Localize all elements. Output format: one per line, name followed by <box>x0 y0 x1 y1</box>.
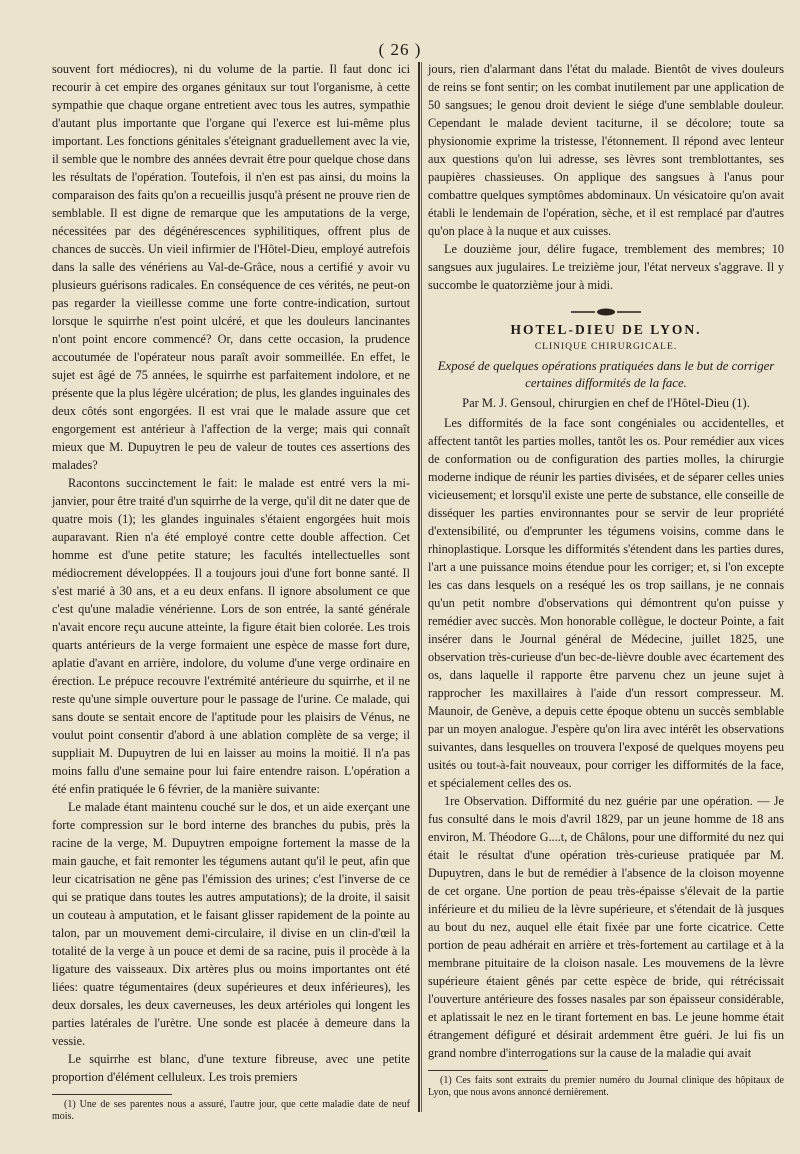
column-divider <box>418 62 420 1112</box>
paragraph: Le malade étant maintenu couché sur le dos, et un aide exerçant une forte compression sur le bord interne des branches du pubis, près la racine de la verge, M. Dupuytren empoigne fortement la masse de la main gauche, et fait remonter les tégumens autant qu'il le peut, afin que leur cicatrisation ne gêne pas l'émission des urines; c'est l'inverse de ce qui se pratique dans toutes les autres amputations); de la droite, il saisit un couteau à amputation, et le faisant glisser rapidement de la pointe au talon, par un mouvement demi-circulaire, il divise en un clin-d'œil la totalité de la verge à un pouce et demi de sa racine, puis il procède à la ligature des vaisseaux. Dix artères plus ou moins importantes ont été liées: quatre tégumentaires (deux supérieures et deux inférieures), les deux dorsales, les deux caverneuses, les deux artérioles qui longent les parties latérales de l'urètre. Une sonde est placée à demeure dans la vessie. <box>52 800 410 1048</box>
article-author: Par M. J. Gensoul, chirurgien en chef de l'Hôtel-Dieu (1). <box>462 396 750 410</box>
footnote-rule <box>52 1094 172 1095</box>
section-title: HOTEL-DIEU DE LYON. <box>510 322 702 337</box>
ornament-divider <box>428 304 784 316</box>
article-title: Exposé de quelques opérations pratiquées dans le but de corriger certaines difformités de la face. <box>437 359 775 390</box>
column-divider-inner <box>421 62 422 1112</box>
paragraph: Le squirrhe est blanc, d'une texture fibreuse, avec une petite proportion d'élément celluleux. Les trois premiers <box>52 1052 410 1084</box>
paragraph: souvent fort médiocres), ni du volume de la partie. Il faut donc ici recourir à cet empire des organes génitaux sur tout l'organisme, à cette sympathie que chaque organe entretient avec tous les autres, sympathie d'autant plus importante que l'organe qui l'exerce est lui-même plus important. Les fonctions génitales s'éteignant graduellement avec la vie, il semble que le nombre des années devrait être pour quelque chose dans les résultats de l'opération. Toutefois, il n'en est pas ainsi, du moins la comparaison des faits qu'on a recueillis jusqu'à présent ne prouve rien de semblable. Il est digne de remarque que les amputations de la verge, nécessitées par des dégénérescences syphilitiques, offrent plus de chances de succès. Un vieil infirmier de l'Hôtel-Dieu, employé autrefois dans la salle des vénériens au Val-de-Grâce, nous a certifié y avoir vu plusieurs guérisons radicales. En conséquence de ces vérités, ne peut-on pas regarder la vieillesse comme une forte contre-indication, surtout lorsque le squirrhe n'est point ulcéré, et que les douleurs lancinantes n'ont point encore commencé? Or, dans cette occasion, la prudence accoutumée de l'opérateur nous paraît avoir sommeillée. En effet, le sujet est âgé de 75 années, le squirrhe est parfaitement indolore, et ne présente que la plus légère ulcération; de plus, les glandes inguinales des deux côtés sont engorgées. Il est vrai que le malade assure que cet engorgement est antérieur à l'affection de la verge; mais qui connaît mieux que M. Dupuytren le peu de valeur de toutes ces assertions des malades? <box>52 62 410 472</box>
paragraph: Les difformités de la face sont congéniales ou accidentelles, et affectent tantôt les parties molles, tantôt les os. Pour remédier aux vices de conformation ou de configuration des parties molles, la chirurgie moderne indique de réunir les parties divisées, et de séparer celles unies vicieusement; et lorsqu'il existe une perte de substance, elle conseille de disséquer les parties environnantes pour se servir de leur propriété d'extensibilité, ou d'emprunter les tégumens voisins, comme dans le rhinoplastique. Lorsque les difformités s'étendent dans les parties dures, l'art a une puissance moins étendue pour les corriger; et, si l'on excepte les cas dans lesquels on a reséqué les os trop saillans, je ne connais qu'un petit nombre d'observations qui démontrent qu'on puisse y remédier avec succès. Mon honorable collègue, le docteur Pointe, a fait insérer dans le Journal général de Médecine, juillet 1825, une observation très-curieuse d'un bec-de-lièvre double avec écartement des os, dans laquelle il rapporte être parvenu chez un jeune sujet à rapprocher les maxillaires à l'aide d'un ressort compresseur. M. Maunoir, de Genève, a depuis cette époque obtenu un succès semblable par un moyen analogue. J'espère qu'on lira avec intérêt les observations suivantes, dans lesquelles on trouvera l'exposé de quelques moyens peu usités ou tout-à-fait nouveaux, pour corriger les difformités de la face, et spécialement celles des os. <box>428 416 784 790</box>
footnote: (1) Ces faits sont extraits du premier numéro du Journal clinique des hôpitaux de Lyon, que nous avons annoncé dernièrement. <box>428 1075 784 1098</box>
footnote-rule <box>428 1070 548 1071</box>
paragraph: jours, rien d'alarmant dans l'état du malade. Bientôt de vives douleurs de reins se font sentir; on les combat inutilement par une application de 50 sangsues; le genou droit devient le siége d'une semblable douleur. Cependant le malade devient taciturne, il se décolore; toute sa physionomie exprime la tristesse, l'étonnement. Il répond avec lenteur aux questions qu'on lui adresse, ses lèvres sont tremblottantes, ses paupières chassieuses. On applique des sangsues à l'anus pour combattre quelques symptômes abdominaux. Un vésicatoire qu'on avait établi le lendemain de l'opération, sèche, et il est remplacé par d'autres qu'on place à la nuque et aux cuisses. <box>428 62 784 238</box>
left-column <box>52 60 410 1123</box>
paragraph: Racontons succinctement le fait: le malade est entré vers la mi-janvier, pour être traité d'un squirrhe de la verge, qu'il dit ne dater que de quatre mois (1); les glandes inguinales s'étaient engorgées huit mois auparavant. Rien n'a été employé contre cette double affection. Cet homme est d'une petite stature; les facultés intellectuelles sont médiocrement développées. Il a toujours joui d'une fort bonne santé. Il s'est marié à 30 ans, et a eu deux enfans. Il ignore absolument ce que c'est qu'une maladie vénérienne. Lors de son entrée, la santé générale n'avait encore reçu aucune atteinte, la figure était bien colorée. Les trois quarts antérieurs de la verge formaient une espèce de masse fort dure, aplatie d'avant en arrière, indolore, du volume d'une verge ordinaire en érection. Le prépuce recouvre l'extrémité antérieure du squirrhe, et il ne reste qu'une simple ouverture pour le passage de l'urine. Ce malade, qui sans doute se sentait encore de l'aptitude pour les plaisirs de Vénus, ne voulut point consentir d'abord à une ablation complète de sa verge; il suppliait M. Dupuytren de lui en laisser au moins la moitié. Il n'a pas moins fallu d'une semaine pour lui faire entendre raison. L'opération a été enfin pratiquée le 6 février, de la manière suivante: <box>52 476 410 796</box>
paragraph: Le douzième jour, délire fugace, tremblement des membres; 10 sangsues aux jugulaires. Le treizième jour, l'état nerveux s'aggrave. Il y succombe le quatorzième jour à midi. <box>428 242 784 292</box>
right-column <box>428 60 784 1099</box>
page-number: ( 26 ) <box>378 40 422 59</box>
paragraph: 1re Observation. Difformité du nez guérie par une opération. — Je fus consulté dans le mois d'avril 1829, par un jeune homme de 18 ans environ, M. Théodore G....t, de Châlons, pour une difformité du nez qui était le résultat d'une opération très-curieuse pratiquée par M. Dupuytren, dans le but de remédier à l'absence de la cloison moyenne de cet organe. Une portion de peau très-épaisse s'élevait de la partie inférieure et du milieu de la lèvre supérieure, et s'étendait de là jusques au bout du nez, auquel elle était fixée par une forte cicatrice. Cette portion de peau adhérait en arrière et très-fortement au cartilage et à la membrane pituitaire de la cloison nasale. Les mouvemens de la lèvre supérieure étaient gênés par cette espèce de bride, qui rétrécissait l'ouverture antérieure des fosses nasales par son épaisseur considérable, et aplatissait le nez en le tirant fortement en bas. Le jeune homme était étrangement défiguré et désirait ardemment être guéri. Je lui fis un grand nombre d'interrogations sur la cause de la maladie qui avait <box>428 794 784 1060</box>
section-subtitle: CLINIQUE CHIRURGICALE. <box>534 342 678 352</box>
footnote: (1) Une de ses parentes nous a assuré, l'autre jour, que cette maladie date de neuf mois. <box>52 1099 410 1122</box>
